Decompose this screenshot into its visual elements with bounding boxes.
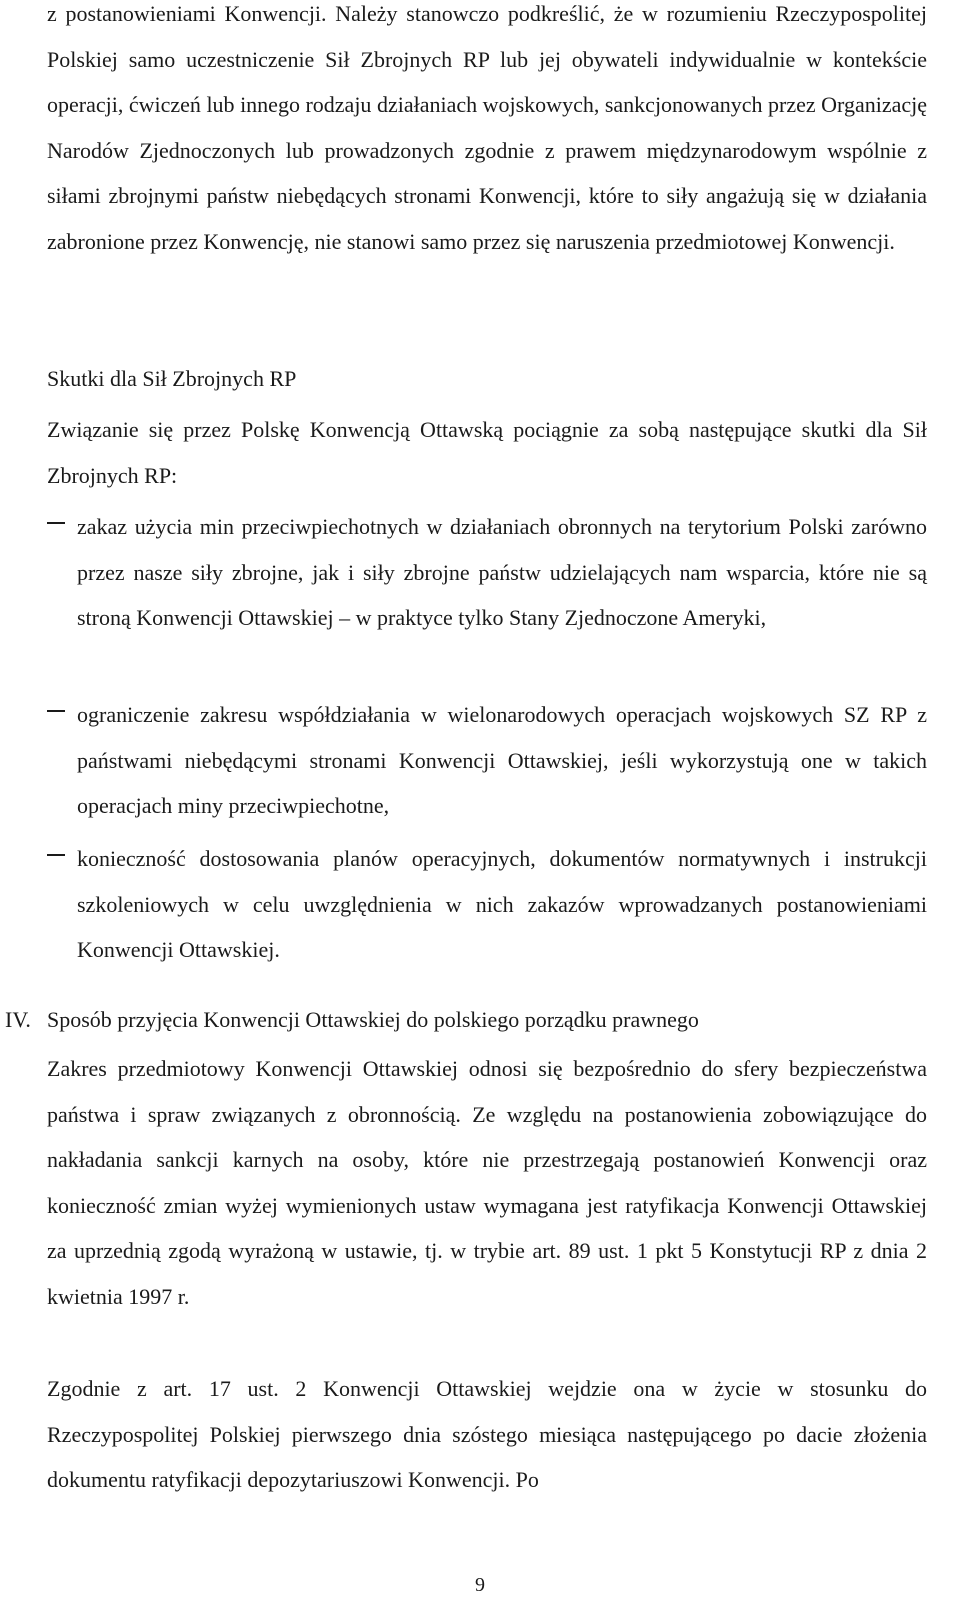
subheading-skutki: Skutki dla Sił Zbrojnych RP: [47, 366, 297, 391]
paragraph-ratyfikacja: Zakres przedmiotowy Konwencji Ottawskiej odnosi się bezpośrednio do sfery bezpieczeństwa państwa i spraw związanych z obronnością. Ze względu na postanowienia zobowiązujące do nakładania sankcji karnych na osoby, które nie przestrzegają postanowień Konwencji oraz konieczność zmian wyżej wymienionych ustaw wymagana jest ratyfikacja Konwencji Ottawskiej za uprzednią zgodą wyrażoną w ustawie, tj. w trybie art. 89 ust. 1 pkt 5 Konstytucji RP z dnia 2 kwietnia 1997 r.: [47, 1056, 927, 1309]
section-title: Sposób przyjęcia Konwencji Ottawskiej do polskiego porządku prawnego: [47, 1007, 699, 1032]
list-item-text: konieczność dostosowania planów operacyjnych, dokumentów normatywnych i instrukcji szkoleniowych w celu uwzględnienia w nich zakazów wprowadzanych postanowieniami Konwencji Ottawskiej.: [77, 846, 927, 963]
paragraph-konwencja-intro: z postanowieniami Konwencji. Należy stanowczo podkreślić, że w rozumieniu Rzeczypospolitej Polskiej samo uczestniczenie Sił Zbrojnych RP lub jej obywateli indywidualnie w kontekście operacji, ćwiczeń lub innego rodzaju działaniach wojskowych, sankcjonowanych przez Organizację Narodów Zjednoczonych lub prowadzonych zgodnie z prawem międzynarodowym wspólnie z siłami zbrojnymi państw niebędących stronami Konwencji, które to siły angażują się w działania zabronione przez Konwencję, nie stanowi samo przez się naruszenia przedmiotowej Konwencji.: [47, 1, 927, 254]
paragraph-skutki-intro: Związanie się przez Polskę Konwencją Ottawską pociągnie za sobą następujące skutki dla Sił Zbrojnych RP:: [47, 417, 927, 488]
list-item: [47, 692, 927, 829]
list-item-text: zakaz użycia min przeciwpiechotnych w działaniach obronnych na terytorium Polski zarówno przez nasze siły zbrojne, jak i siły zbrojne państw udzielających nam wsparcia, które nie są stroną Konwencji Ottawskiej – w praktyce tylko Stany Zjednoczone Ameryki,: [77, 514, 927, 631]
dash-bullet-icon: [47, 515, 65, 531]
section-number: IV.: [5, 1007, 31, 1032]
dash-bullet-icon: [47, 847, 65, 863]
list-item-text: ograniczenie zakresu współdziałania w wielonarodowych operacjach wojskowych SZ RP z państwami niebędącymi stronami Konwencji Ottawskiej, jeśli wykorzystują one w takich operacjach miny przeciwpiechotne,: [77, 702, 927, 819]
paragraph-wejscie-w-zycie: Zgodnie z art. 17 ust. 2 Konwencji Ottawskiej wejdzie ona w życie w stosunku do Rzeczypospolitej Polskiej pierwszego dnia szóstego miesiąca następującego po dacie złożenia dokumentu ratyfikacji depozytariuszowi Konwencji. Po: [47, 1376, 927, 1493]
list-item: [47, 504, 927, 641]
list-item: [47, 836, 927, 973]
dash-bullet-icon: [47, 703, 65, 719]
page-number: 9: [475, 1574, 485, 1596]
